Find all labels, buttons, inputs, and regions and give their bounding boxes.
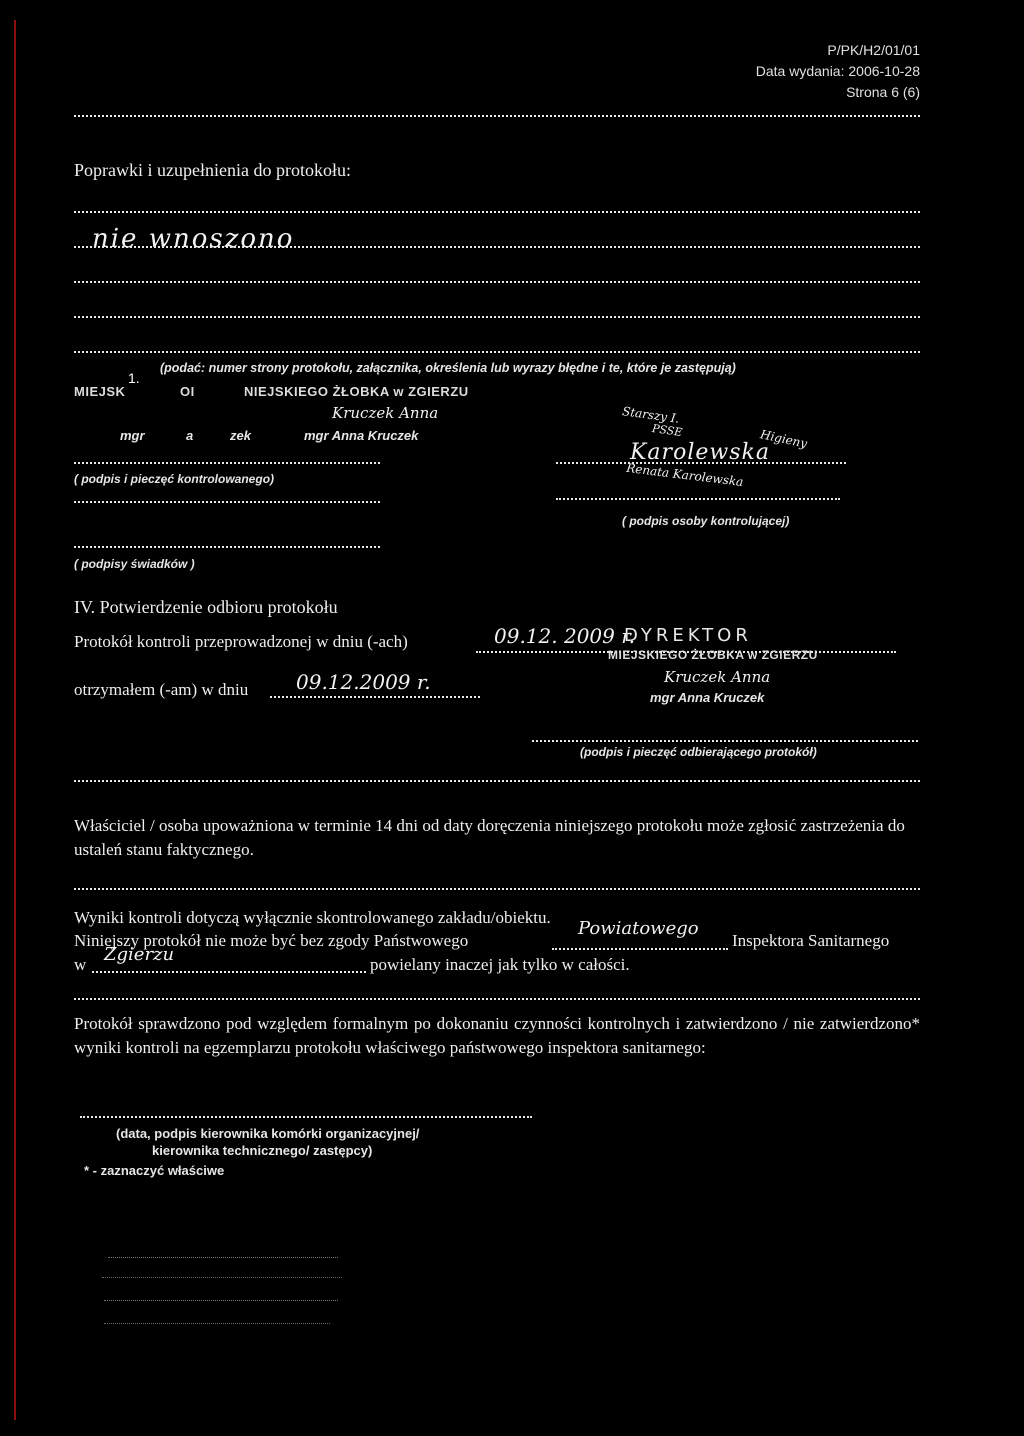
section4-divider — [74, 780, 920, 782]
section4-line2-date: 09.12.2009 r. — [296, 670, 431, 694]
receiver-signature-caption: (podpis i pieczęć odbierającego protokół) — [580, 745, 817, 759]
correction-line-3 — [74, 281, 920, 283]
controlled-extra-line — [74, 501, 380, 503]
footer-signature-caption-2: kierownika technicznego/ zastępcy) — [152, 1143, 373, 1158]
copy-notice-dots-1 — [552, 948, 728, 950]
scan-noise-3 — [104, 1300, 338, 1301]
controller-signature: Karolewska — [630, 440, 770, 465]
correction-line-2 — [74, 246, 920, 248]
stamp-controlled-org-left: MIEJSK — [74, 384, 126, 399]
page-edge-line — [14, 20, 16, 1420]
header-divider — [74, 115, 920, 117]
copy-notice-dots-2 — [92, 971, 366, 973]
correction-line-5 — [74, 351, 920, 353]
document-header — [756, 40, 920, 103]
correction-line-4 — [74, 316, 920, 318]
copy-notice-suffix: Inspektora Sanitarnego — [732, 931, 890, 950]
issue-date: Data wydania: 2006-10-28 — [755, 63, 920, 79]
stamp-director-org: MIEJSKIEGO ŻŁOBKA w ZGIERZU — [608, 648, 818, 662]
controller-signature-caption: ( podpis osoby kontrolującej) — [622, 514, 790, 528]
correction-note-number: 1. — [128, 370, 140, 386]
notice-divider-2 — [74, 998, 920, 1000]
copy-notice-handwritten: Powiatowego — [578, 918, 699, 939]
stamp-controller-title: Starszy I. — [621, 404, 681, 426]
copy-notice-prefix: Niniejszy protokół nie może być bez zgody Państwowego — [74, 931, 469, 950]
stamp-controlled-org-mid: OI — [180, 384, 195, 399]
stamp-director-name: mgr Anna Kruczek — [650, 690, 765, 705]
stamp-controller-role: Higieny — [759, 427, 809, 451]
stamp-director-title: DYREKTOR — [624, 625, 752, 646]
footnote: * - zaznaczyć właściwe — [84, 1163, 225, 1178]
correction-line-1 — [74, 211, 920, 213]
controller-signature-line-2 — [556, 498, 840, 500]
stamp-controlled-org: NIEJSKIEGO ŻŁOBKA w ZGIERZU — [244, 384, 469, 399]
notice-divider-1 — [74, 888, 920, 890]
section4-line1: Protokół kontroli przeprowadzonej w dniu (-ach) — [74, 632, 408, 651]
corrections-handwritten: nie wnoszono — [92, 224, 295, 254]
receiver-signature-line — [532, 740, 918, 742]
controller-signature-line — [556, 462, 846, 464]
witness-signature-caption: ( podpisy świadków ) — [74, 557, 195, 571]
verified-notice: Protokół sprawdzono pod względem formalnym po dokonaniu czynności kontrolnych i zatwierdzono / nie zatwierdzono* wyniki kontroli na egzemplarzu protokołu właściwego państwowego inspektora sanitarnego: — [74, 1014, 920, 1057]
stamp-controller-name: Renata Karolewska — [625, 460, 745, 490]
copy-notice-city: Zgierzu — [104, 944, 175, 965]
footer-signature-line — [80, 1116, 532, 1118]
doc-code: P/PK/H2/01/01 — [827, 42, 920, 58]
controlled-signature-line — [74, 462, 380, 464]
controlled-signature: Kruczek Anna — [332, 404, 439, 422]
copy-notice-end: powielany inaczej jak tylko w całości. — [370, 955, 630, 974]
stamp-controller-dept: PSSE — [651, 421, 684, 440]
stamp-controlled-name: mgr Anna Kruczek — [304, 428, 419, 443]
section4-line2-dots — [270, 696, 480, 698]
corrections-title: Poprawki i uzupełnienia do protokołu: — [74, 160, 351, 180]
stamp-controlled-name-right: zek — [230, 428, 251, 443]
scan-noise-4 — [104, 1323, 330, 1324]
results-notice: Wyniki kontroli dotyczą wyłącznie skontrolowanego zakładu/obiektu. — [74, 908, 551, 927]
witness-signature-line — [74, 546, 380, 548]
section4-line2: otrzymałem (-am) w dniu — [74, 680, 249, 699]
page-number: Strona 6 (6) — [846, 84, 920, 100]
director-signature: Kruczek Anna — [664, 668, 771, 686]
footer-signature-caption-1: (data, podpis kierownika komórki organizacyjnej/ — [116, 1126, 420, 1141]
copy-notice-w: w — [74, 955, 87, 974]
correction-note: (podać: numer strony protokołu, załącznika, określenia lub wyrazy błędne i te, które je zastępują) — [160, 361, 736, 375]
scan-noise-2 — [102, 1277, 342, 1278]
section4-line1-date: 09.12. 2009 r. — [494, 624, 635, 648]
section4-title: IV. Potwierdzenie odbioru protokołu — [74, 597, 338, 617]
stamp-controlled-name-left: mgr — [120, 428, 145, 443]
scan-noise-1 — [108, 1257, 338, 1258]
stamp-controlled-name-mid: a — [186, 428, 194, 443]
controlled-signature-caption: ( podpis i pieczęć kontrolowanego) — [74, 472, 275, 486]
objection-notice: Właściciel / osoba upoważniona w terminie 14 dni od daty doręczenia niniejszego protokołu może zgłosić zastrzeżenia do ustaleń stanu faktycznego. — [74, 816, 905, 859]
